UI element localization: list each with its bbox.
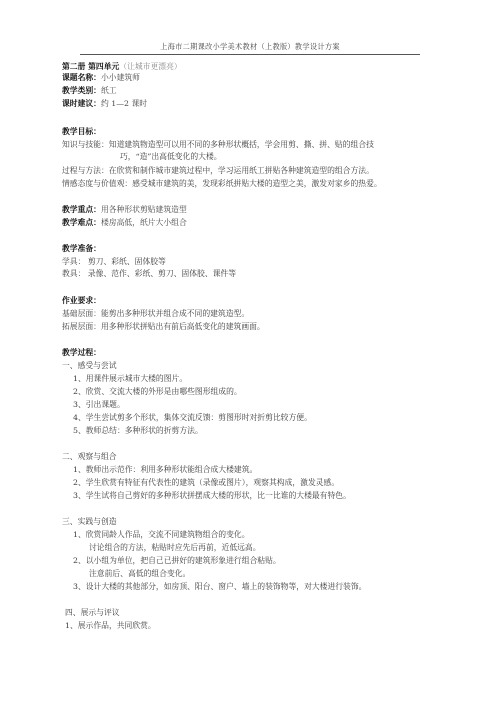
process-step: 3、设计大楼的其他部分，如房顶、阳台、窗户、墙上的装饰物等，对大楼进行装饰。 [73, 582, 367, 591]
process-heading: 教学过程： [62, 348, 101, 357]
goals-line: 知识与技能：知道建筑物造型可以用不同的多种形状概括，学会用剪、撕、拼、贴的组合技 [62, 140, 374, 149]
focus-key: 教学重点： [62, 205, 101, 214]
prep-line: 教具： 录像、范作、彩纸、剪刀、固体胶、课件等 [62, 269, 237, 278]
unit-label: 第二册 第四单元 [62, 62, 120, 71]
process-step: 2、学生欣赏有特征有代表性的建筑（录像或图片），观察其构成，激发灵感。 [73, 478, 340, 487]
focus-row [62, 218, 187, 228]
homework-line: 拓展层面：用多种形状拼贴出有前后高低变化的建筑画面。 [62, 322, 265, 331]
meta-key: 教学类别： [62, 86, 101, 95]
meta-key: 课题名称： [62, 73, 101, 82]
homework-heading: 作业要求： [62, 296, 101, 305]
meta-value: 小小建筑师 [100, 73, 140, 82]
meta-row [62, 99, 147, 109]
homework-line: 基础层面：能剪出多种形状并组合成不同的建筑造型。 [62, 309, 250, 318]
process-step: 2、以小组为单位，把自己已拼好的建筑形象进行组合粘贴。 [73, 556, 281, 565]
page-header: 上海市二期课改小学美术教材（上教版）教学设计方案 [160, 42, 340, 51]
meta-row [62, 73, 140, 83]
goals-heading: 教学目标： [62, 127, 101, 136]
unit-line [62, 62, 182, 72]
meta-row [62, 86, 117, 96]
section-title: 二、观察与组合 [62, 452, 117, 461]
prep-heading: 教学准备： [62, 244, 101, 253]
process-step: 2、欣赏、交流大楼的外形是由哪些图形组成的。 [73, 387, 242, 396]
meta-value: 约 1—2 课时 [100, 99, 148, 108]
unit-subtitle: （让城市更漂亮） [119, 62, 182, 71]
focus-value: 用各种形状剪贴建筑造型 [100, 205, 187, 214]
process-step: 1、用课件展示城市大楼的图片。 [73, 374, 188, 383]
meta-key: 课时建议： [62, 99, 101, 108]
header-divider [80, 54, 420, 55]
focus-value: 楼房高低，纸片大小组合 [100, 218, 187, 227]
process-step: 1、教师出示范作：利用多种形状能组合成大楼建筑。 [73, 465, 258, 474]
goals-line: 过程与方法：在欣赏和制作城市建筑过程中，学习运用纸工拼贴各种建筑造型的组合方法。 [62, 166, 374, 175]
process-step: 5、教师总结：多种形状的折剪方法。 [73, 426, 203, 435]
section-title: 四、展示与评议 [65, 608, 120, 617]
process-step: 3、引出课题。 [73, 400, 125, 409]
process-step: 3、学生试将自己剪好的多种形状拼摆成大楼的形状，比一比谁的大楼最有特色。 [73, 491, 351, 500]
process-step: 4、学生尝试剪多个形状，集体交流反馈：剪图形时对折剪比较方便。 [73, 413, 312, 422]
goals-line: 情感态度与价值观：感受城市建筑的美，发现彩纸拼贴大楼的造型之美，激发对家乡的热爱。 [62, 179, 382, 188]
focus-key: 教学难点： [62, 218, 101, 227]
goals-line: 巧，“造”出高低变化的大楼。 [120, 152, 222, 161]
focus-row [62, 205, 187, 215]
section-title: 一、感受与尝试 [62, 361, 117, 370]
process-step: 讨论组合的方法，粘贴时应先后再前，近低远高。 [89, 543, 261, 552]
process-step: 1、欣赏同龄人作品，交流不同建筑物组合的变化。 [73, 530, 250, 539]
process-step: 1、展示作品，共同欣赏。 [65, 621, 156, 630]
process-step: 注意前后、高低的组合变化。 [89, 569, 191, 578]
section-title: 三、实践与创造 [62, 517, 117, 526]
prep-line: 学具： 剪刀、彩纸、固体胶等 [62, 257, 166, 266]
meta-value: 纸工 [100, 86, 117, 95]
